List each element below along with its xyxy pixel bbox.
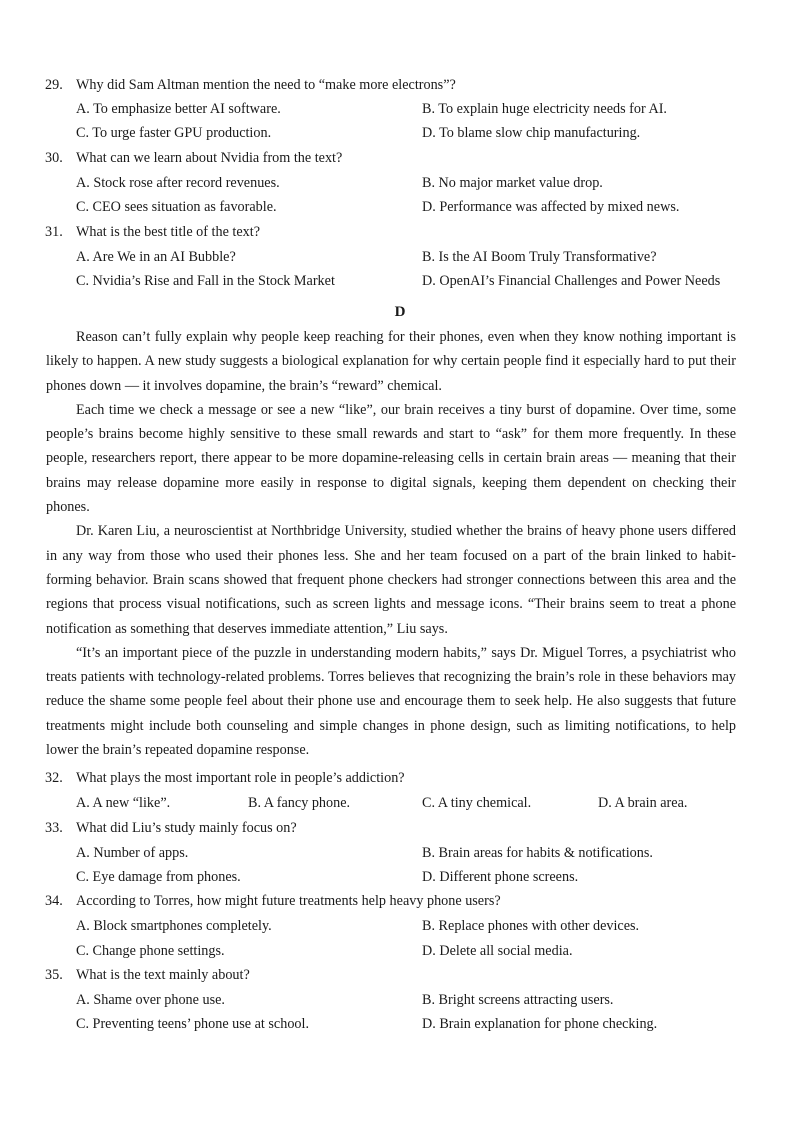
question-text: What can we learn about Nvidia from the text? [76, 150, 343, 166]
question-stem [45, 963, 765, 987]
option-c[interactable]: C. To urge faster GPU production. [76, 125, 272, 141]
option-a[interactable]: A. Are We in an AI Bubble? [76, 249, 236, 265]
option-a[interactable]: A. A new “like”. [76, 795, 171, 811]
option-c[interactable]: C. CEO sees situation as favorable. [76, 199, 277, 215]
passage-paragraph: Dr. Karen Liu, a neuroscientist at Northbridge University, studied whether the brains of heavy phone users differed in any way from those who used their phones less. She and her team focused on a part of the brain linked to habit-forming behavior. Brain scans showed that frequent phone checkers had stronger connections between this area and the regions that process visual notifications, such as screen lights and message icons. “Their brains seem to treat a phone notification as something that deserves immediate attention,” Liu says. [46, 523, 736, 637]
passage-paragraph: Reason can’t fully explain why people keep reaching for their phones, even when they know nothing important is likely to happen. A new study suggests a biological explanation for why certain people find it especially hard to put their phones down — it involves dopamine, the brain’s “reward” chemical. [46, 329, 736, 394]
option-d[interactable]: D. To blame slow chip manufacturing. [422, 125, 641, 141]
question-number: 32. [45, 770, 63, 786]
question-number: 33. [45, 820, 63, 836]
option-d[interactable]: D. Brain explanation for phone checking. [422, 1016, 658, 1032]
option-b[interactable]: B. A fancy phone. [248, 795, 351, 811]
section-heading: D [394, 304, 406, 320]
question-number: 30. [45, 150, 63, 166]
question-text: What is the best title of the text? [76, 224, 260, 240]
question-stem [45, 146, 765, 170]
question-text: According to Torres, how might future treatments help heavy phone users? [76, 893, 501, 909]
option-b[interactable]: B. Replace phones with other devices. [422, 918, 640, 934]
question-text: What did Liu’s study mainly focus on? [76, 820, 297, 836]
option-b[interactable]: B. To explain huge electricity needs for AI. [422, 101, 667, 117]
question-text: Why did Sam Altman mention the need to “make more electrons”? [76, 77, 456, 93]
option-c[interactable]: C. Preventing teens’ phone use at school. [76, 1016, 309, 1032]
question-number: 34. [45, 893, 63, 909]
reading-passage [46, 325, 736, 762]
question-text: What plays the most important role in people’s addiction? [76, 770, 405, 786]
option-c[interactable]: C. Change phone settings. [76, 943, 225, 959]
option-c[interactable]: C. Eye damage from phones. [76, 869, 241, 885]
option-d[interactable]: D. Performance was affected by mixed news. [422, 199, 680, 215]
question-number: 29. [45, 77, 63, 93]
option-b[interactable]: B. Brain areas for habits & notifications. [422, 845, 653, 861]
option-a[interactable]: A. Shame over phone use. [76, 992, 225, 1008]
option-a[interactable]: A. Stock rose after record revenues. [76, 175, 280, 191]
question-number: 31. [45, 224, 63, 240]
option-d[interactable]: D. OpenAI’s Financial Challenges and Power Needs [422, 273, 721, 289]
question-stem [45, 220, 765, 244]
option-c[interactable]: C. A tiny chemical. [422, 795, 532, 811]
question-stem [45, 766, 765, 790]
passage-paragraph: “It’s an important piece of the puzzle in understanding modern habits,” says Dr. Miguel Torres, a psychiatrist who treats patients with technology-related problems. Torres believes that recognizing the brain’s role in these behaviors may reduce the shame some people feel about their phone use and encourage them to seek help. He also suggests that future treatments might include both counseling and simple changes in phone design, such as limiting notifications, to help lower the brain’s repeated dopamine response. [46, 644, 736, 759]
option-d[interactable]: D. A brain area. [598, 795, 688, 811]
option-b[interactable]: B. Bright screens attracting users. [422, 992, 614, 1008]
option-d[interactable]: D. Delete all social media. [422, 943, 573, 959]
question-stem [45, 816, 765, 840]
option-a[interactable]: A. Number of apps. [76, 845, 189, 861]
question-number: 35. [45, 967, 63, 983]
question-stem [45, 889, 765, 913]
option-a[interactable]: A. To emphasize better AI software. [76, 101, 281, 117]
option-a[interactable]: A. Block smartphones completely. [76, 918, 272, 934]
passage-paragraph: Each time we check a message or see a new “like”, our brain receives a tiny burst of dopamine. Over time, some people’s brains become highly sensitive to these small rewards and start to “ask” for them more frequently. In these people, researchers report, there appear to be more dopamine-releasing cells in certain brain areas — meaning that their brains may release dopamine more easily in response to digital signals, keeping them dependent on checking their phones. [46, 401, 736, 516]
option-b[interactable]: B. No major market value drop. [422, 175, 603, 191]
question-stem [45, 73, 765, 97]
question-text: What is the text mainly about? [76, 967, 250, 983]
option-d[interactable]: D. Different phone screens. [422, 869, 579, 885]
option-c[interactable]: C. Nvidia’s Rise and Fall in the Stock Market [76, 273, 335, 289]
option-b[interactable]: B. Is the AI Boom Truly Transformative? [422, 249, 657, 265]
